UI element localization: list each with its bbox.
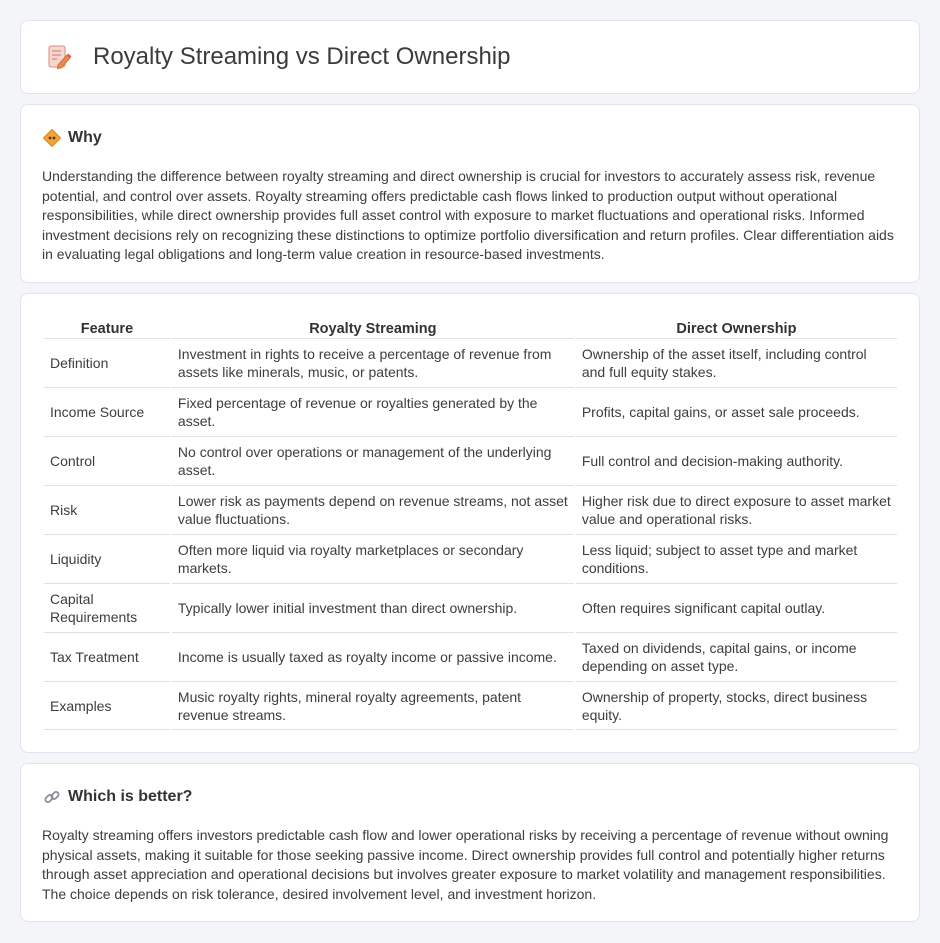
table-row [44,485,897,534]
table-row [44,436,897,485]
direct-cell: Less liquid; subject to asset type and market conditions. [576,534,897,583]
link-icon [43,788,61,806]
table-header-row [44,316,897,338]
feature-cell: Liquidity [44,534,170,583]
diamond-sign-icon [43,129,61,147]
table-row [44,681,897,730]
royalty-cell: Often more liquid via royalty marketplaces or secondary markets. [172,534,574,583]
header-feature: Feature [80,321,134,337]
header-royalty-streaming: Royalty Streaming [309,321,437,337]
direct-cell: Ownership of the asset itself, including control and full equity stakes. [576,338,897,387]
document-pencil-icon [45,43,73,71]
direct-cell: Ownership of property, stocks, direct business equity. [576,681,897,730]
direct-cell: Higher risk due to direct exposure to asset market value and operational risks. [576,485,897,534]
royalty-cell: No control over operations or management of the underlying asset. [172,436,574,485]
why-paragraph: Understanding the difference between royalty streaming and direct ownership is crucial for investors to accurately assess risk, revenue potential, and control over assets. Royalty streaming offers predictable cash flows linked to production output without operational responsibilities, while direct ownership provides full asset control with exposure to market fluctuations and operational risks. Informed investment decisions rely on recognizing these distinctions to optimize portfolio diversification and return profiles. Clear differentiation aids in evaluating legal obligations and long-term value creation in resource-based investments. [42,168,894,263]
feature-cell: Examples [44,681,170,730]
title-card [20,20,920,94]
royalty-cell: Income is usually taxed as royalty income or passive income. [172,632,574,681]
table-row [44,583,897,632]
feature-cell: Income Source [44,387,170,436]
header-direct-ownership: Direct Ownership [676,321,797,337]
better-heading: Which is better? [68,788,193,805]
direct-cell: Profits, capital gains, or asset sale proceeds. [576,387,897,436]
royalty-cell: Investment in rights to receive a percentage of revenue from assets like minerals, music, or patents. [172,338,574,387]
royalty-cell: Music royalty rights, mineral royalty agreements, patent revenue streams. [172,681,574,730]
better-paragraph: Royalty streaming offers investors predictable cash flow and lower operational risks by receiving a percentage of revenue without owning physical assets, making it suitable for those seeking passive income. Direct ownership provides full control and potentially higher returns through asset appreciation and operational decisions but involves greater exposure to market volatility and management responsibilities. The choice depends on risk tolerance, desired involvement level, and investment horizon. [42,827,889,902]
direct-cell: Full control and decision-making authority. [576,436,897,485]
which-is-better-section [20,763,920,922]
direct-cell: Taxed on dividends, capital gains, or income depending on asset type. [576,632,897,681]
feature-cell: Tax Treatment [44,632,170,681]
feature-cell: Control [44,436,170,485]
direct-cell: Often requires significant capital outlay. [576,583,897,632]
royalty-cell: Fixed percentage of revenue or royalties generated by the asset. [172,387,574,436]
table-row [44,387,897,436]
comparison-table-card [20,293,920,753]
feature-cell: Definition [44,338,170,387]
feature-cell: Risk [44,485,170,534]
comparison-table [42,316,899,730]
royalty-cell: Typically lower initial investment than direct ownership. [172,583,574,632]
why-section [20,104,920,283]
why-heading: Why [68,129,102,146]
feature-cell: Capital Requirements [44,583,170,632]
royalty-cell: Lower risk as payments depend on revenue streams, not asset value fluctuations. [172,485,574,534]
page-title: Royalty Streaming vs Direct Ownership [93,43,511,70]
table-row [44,632,897,681]
table-row [44,534,897,583]
table-row [44,338,897,387]
